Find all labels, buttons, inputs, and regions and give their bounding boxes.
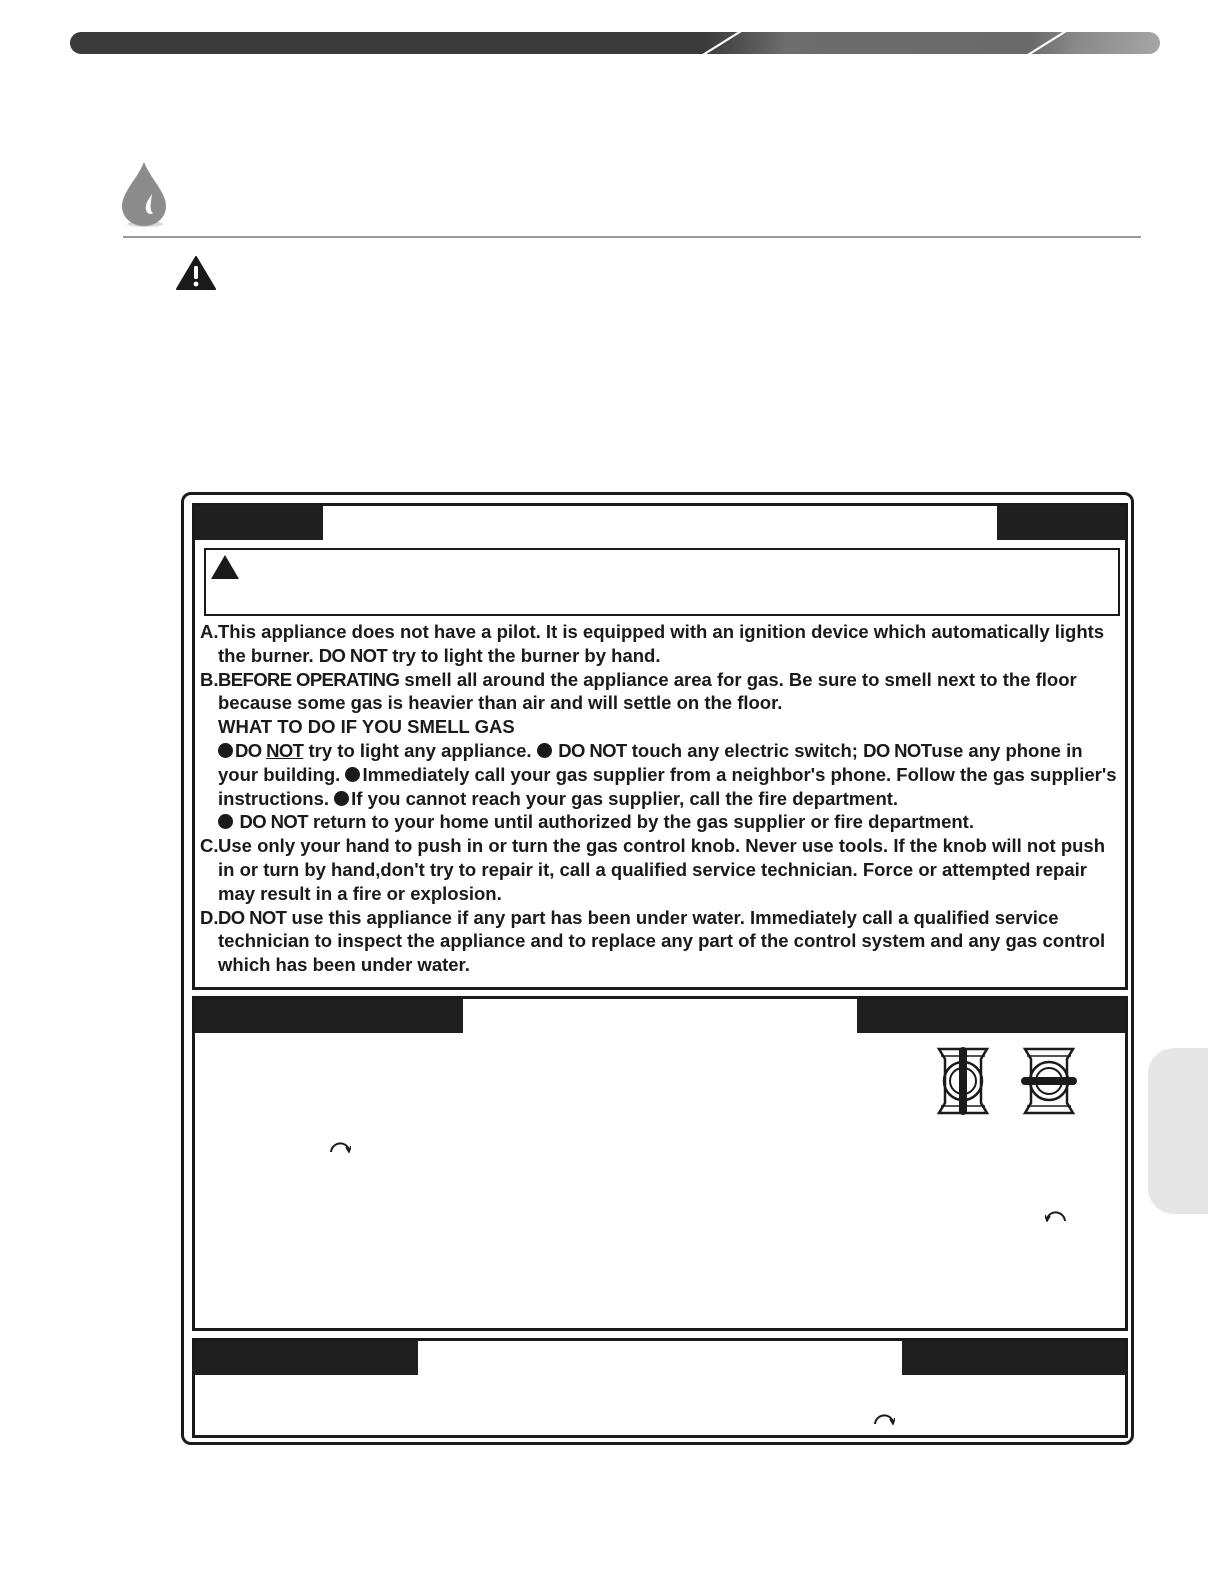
instruction-letter: A. — [200, 621, 219, 642]
gas-valve-on-icon — [935, 1045, 991, 1117]
section-divider — [123, 236, 1141, 238]
rotate-arrow-icon — [1045, 1208, 1067, 1222]
instruction-text: NOT — [266, 739, 304, 761]
safety-panel — [192, 503, 1128, 990]
instruction-text: DO NOT — [218, 906, 287, 928]
bullet-icon — [218, 743, 233, 758]
side-tab — [1148, 1048, 1208, 1214]
instruction-text: WHAT TO DO IF YOU SMELL GAS — [218, 716, 515, 738]
safety-instructions — [200, 620, 1120, 977]
instruction-text: try to light the burner by hand. — [387, 644, 661, 666]
panel-header-band — [195, 1341, 418, 1375]
instruction-text: use any phone in your building. — [218, 739, 1083, 785]
gas-valve-off-icon — [1021, 1045, 1077, 1117]
water-drop-flame-icon — [118, 160, 170, 230]
operating-panel — [192, 996, 1128, 1331]
bullet-icon — [218, 814, 233, 829]
instruction-text: smell all around the appliance area for gas. Be sure to smell next to the floor because some gas is heavier than air and will settle on the floor. — [218, 668, 1077, 714]
rotate-arrow-icon — [329, 1139, 351, 1153]
panel-header-band — [195, 999, 463, 1033]
header-bar — [70, 32, 1160, 54]
warning-box — [204, 548, 1120, 616]
panel-header-band — [857, 999, 1125, 1033]
instruction-text: Use only your hand to push in or turn the gas control knob. Never use tools. If the knob will not push in or turn by hand,don't try to repair it, call a qualified service technician. Force or attempted repair may result in a fire or explosion. — [218, 835, 1106, 904]
instruction-text: If you cannot reach your gas supplier, call the fire department. — [351, 787, 899, 809]
bullet-icon — [334, 791, 349, 806]
instruction-letter: C. — [200, 835, 219, 857]
rotate-arrow-icon — [873, 1411, 895, 1425]
header-divider — [702, 32, 741, 54]
panel-header-band — [195, 506, 323, 540]
instruction-letter: B. — [200, 668, 219, 690]
instruction-text: try to light any appliance. — [303, 739, 537, 761]
instruction-text: DO NOT — [553, 739, 627, 761]
panel-header-band — [997, 506, 1125, 540]
instruction-item — [200, 906, 1120, 977]
instruction-item — [200, 834, 1120, 905]
instruction-letter: D. — [200, 906, 219, 928]
instruction-text: return to your home until authorized by the gas supplier or fire department. — [307, 811, 974, 833]
instruction-item — [200, 620, 1120, 668]
bullet-icon — [537, 743, 552, 758]
instruction-text: BEFORE OPERATING — [218, 668, 400, 690]
instruction-text: Immediately call your gas supplier from a neighbor's phone. Follow the gas supplier's instructions. — [218, 763, 1117, 809]
bullet-icon — [345, 767, 360, 782]
header-divider — [1027, 32, 1066, 54]
instruction-text: DO NOT — [863, 739, 932, 761]
warning-triangle-icon — [210, 554, 240, 580]
warning-triangle-icon — [176, 256, 216, 290]
instruction-item — [200, 668, 1120, 835]
instruction-text: DO — [235, 739, 267, 761]
instruction-text: touch any electric switch; — [626, 739, 864, 761]
instruction-text: DO NOT — [235, 811, 308, 833]
shutdown-panel — [192, 1338, 1128, 1438]
instruction-text: use this appliance if any part has been under water. Immediately call a qualified service technician to inspect the appliance and to replace any part of the control system and any gas control which has been under water. — [218, 906, 1106, 976]
instruction-text: DO NOT — [318, 644, 388, 666]
panel-header-band — [902, 1341, 1125, 1375]
instruction-text: This appliance does not have a pilot. It is equipped with an ignition device which automatically lights the burner. — [218, 621, 1105, 666]
